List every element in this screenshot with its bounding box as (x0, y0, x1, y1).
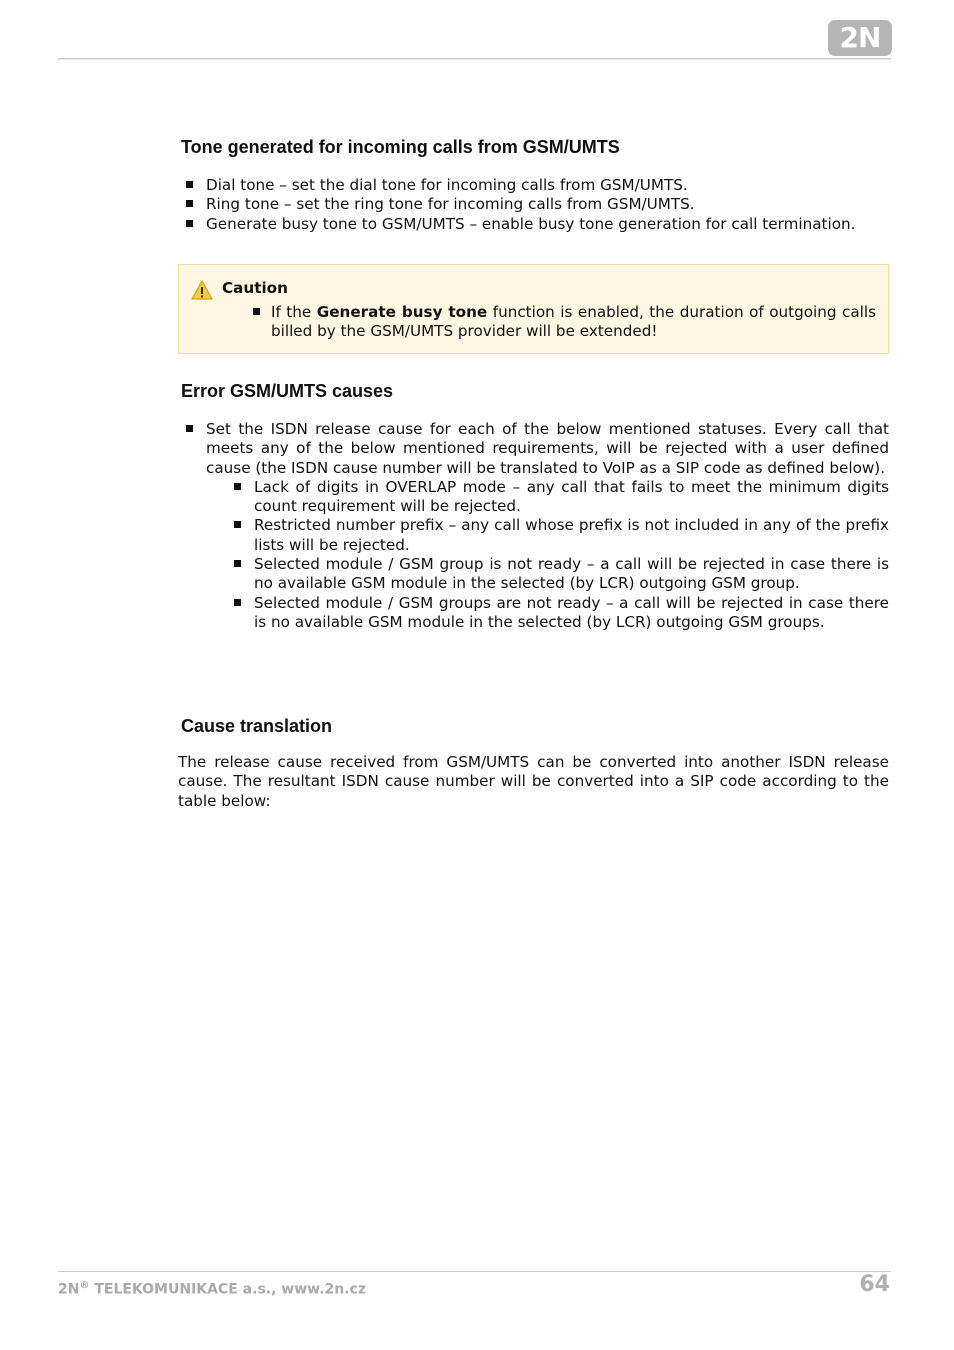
footer-company-text: TELEKOMUNIKACE a.s., www.2n.cz (89, 1281, 366, 1298)
footer-company (58, 1280, 366, 1298)
section-title-tone: Tone generated for incoming calls from GSM/UMTS (181, 137, 620, 157)
cause-paragraph: The release cause received from GSM/UMTS can be converted into another ISDN release cause. The resultant ISDN cause number will be converted into a SIP code according to the table below: (178, 753, 889, 810)
footer-divider (58, 1271, 891, 1272)
registered-mark: ® (79, 1280, 90, 1291)
section-title-cause: Cause translation (181, 716, 333, 736)
sublist-item: Restricted number prefix – any call whose prefix is not included in any of the prefix lists will be rejected. (254, 516, 889, 554)
list-item: Dial tone – set the dial tone for incoming calls from GSM/UMTS. (206, 176, 889, 195)
tone-list (206, 176, 889, 234)
caution-text-before: If the (271, 303, 317, 321)
error-intro: Set the ISDN release cause for each of the below mentioned statuses. Every call that meets any of the below mentioned requirements, will be rejected with a user defined cause (the ISDN cause number will be translated to VoIP as a SIP code as defined below). (206, 420, 889, 477)
header-divider (58, 58, 891, 60)
section-title-error: Error GSM/UMTS causes (181, 381, 394, 401)
sublist-item: Selected module / GSM groups are not ready – a call will be rejected in case there is no available GSM module in the selected (by LCR) outgoing GSM groups. (254, 593, 889, 631)
list-item: Generate busy tone to GSM/UMTS – enable busy tone generation for call termination. (206, 215, 889, 234)
page-number: 64 (859, 1272, 890, 1297)
caution-list (271, 303, 876, 342)
error-list (206, 420, 889, 632)
caution-text-after: function is enabled, the duration of outgoing calls billed by the GSM/UMTS provider will be extended! (271, 303, 877, 341)
caution-item (271, 303, 876, 342)
sublist-item: Selected module / GSM group is not ready – a call will be rejected in case there is no available GSM module in the selected (by LCR) outgoing GSM group. (254, 555, 889, 593)
caution-title: Caution (222, 279, 288, 297)
caution-bold-term: Generate busy tone (316, 303, 488, 321)
caution-box (178, 264, 889, 354)
footer-brand: 2N (58, 1281, 80, 1298)
warning-triangle-icon (191, 279, 213, 301)
error-sublist (254, 478, 889, 632)
list-item: Ring tone – set the ring tone for incoming calls from GSM/UMTS. (206, 195, 889, 214)
list-item (206, 420, 889, 632)
brand-logo: 2N (828, 20, 892, 56)
sublist-item: Lack of digits in OVERLAP mode – any call that fails to meet the minimum digits count requirement will be rejected. (254, 477, 889, 516)
